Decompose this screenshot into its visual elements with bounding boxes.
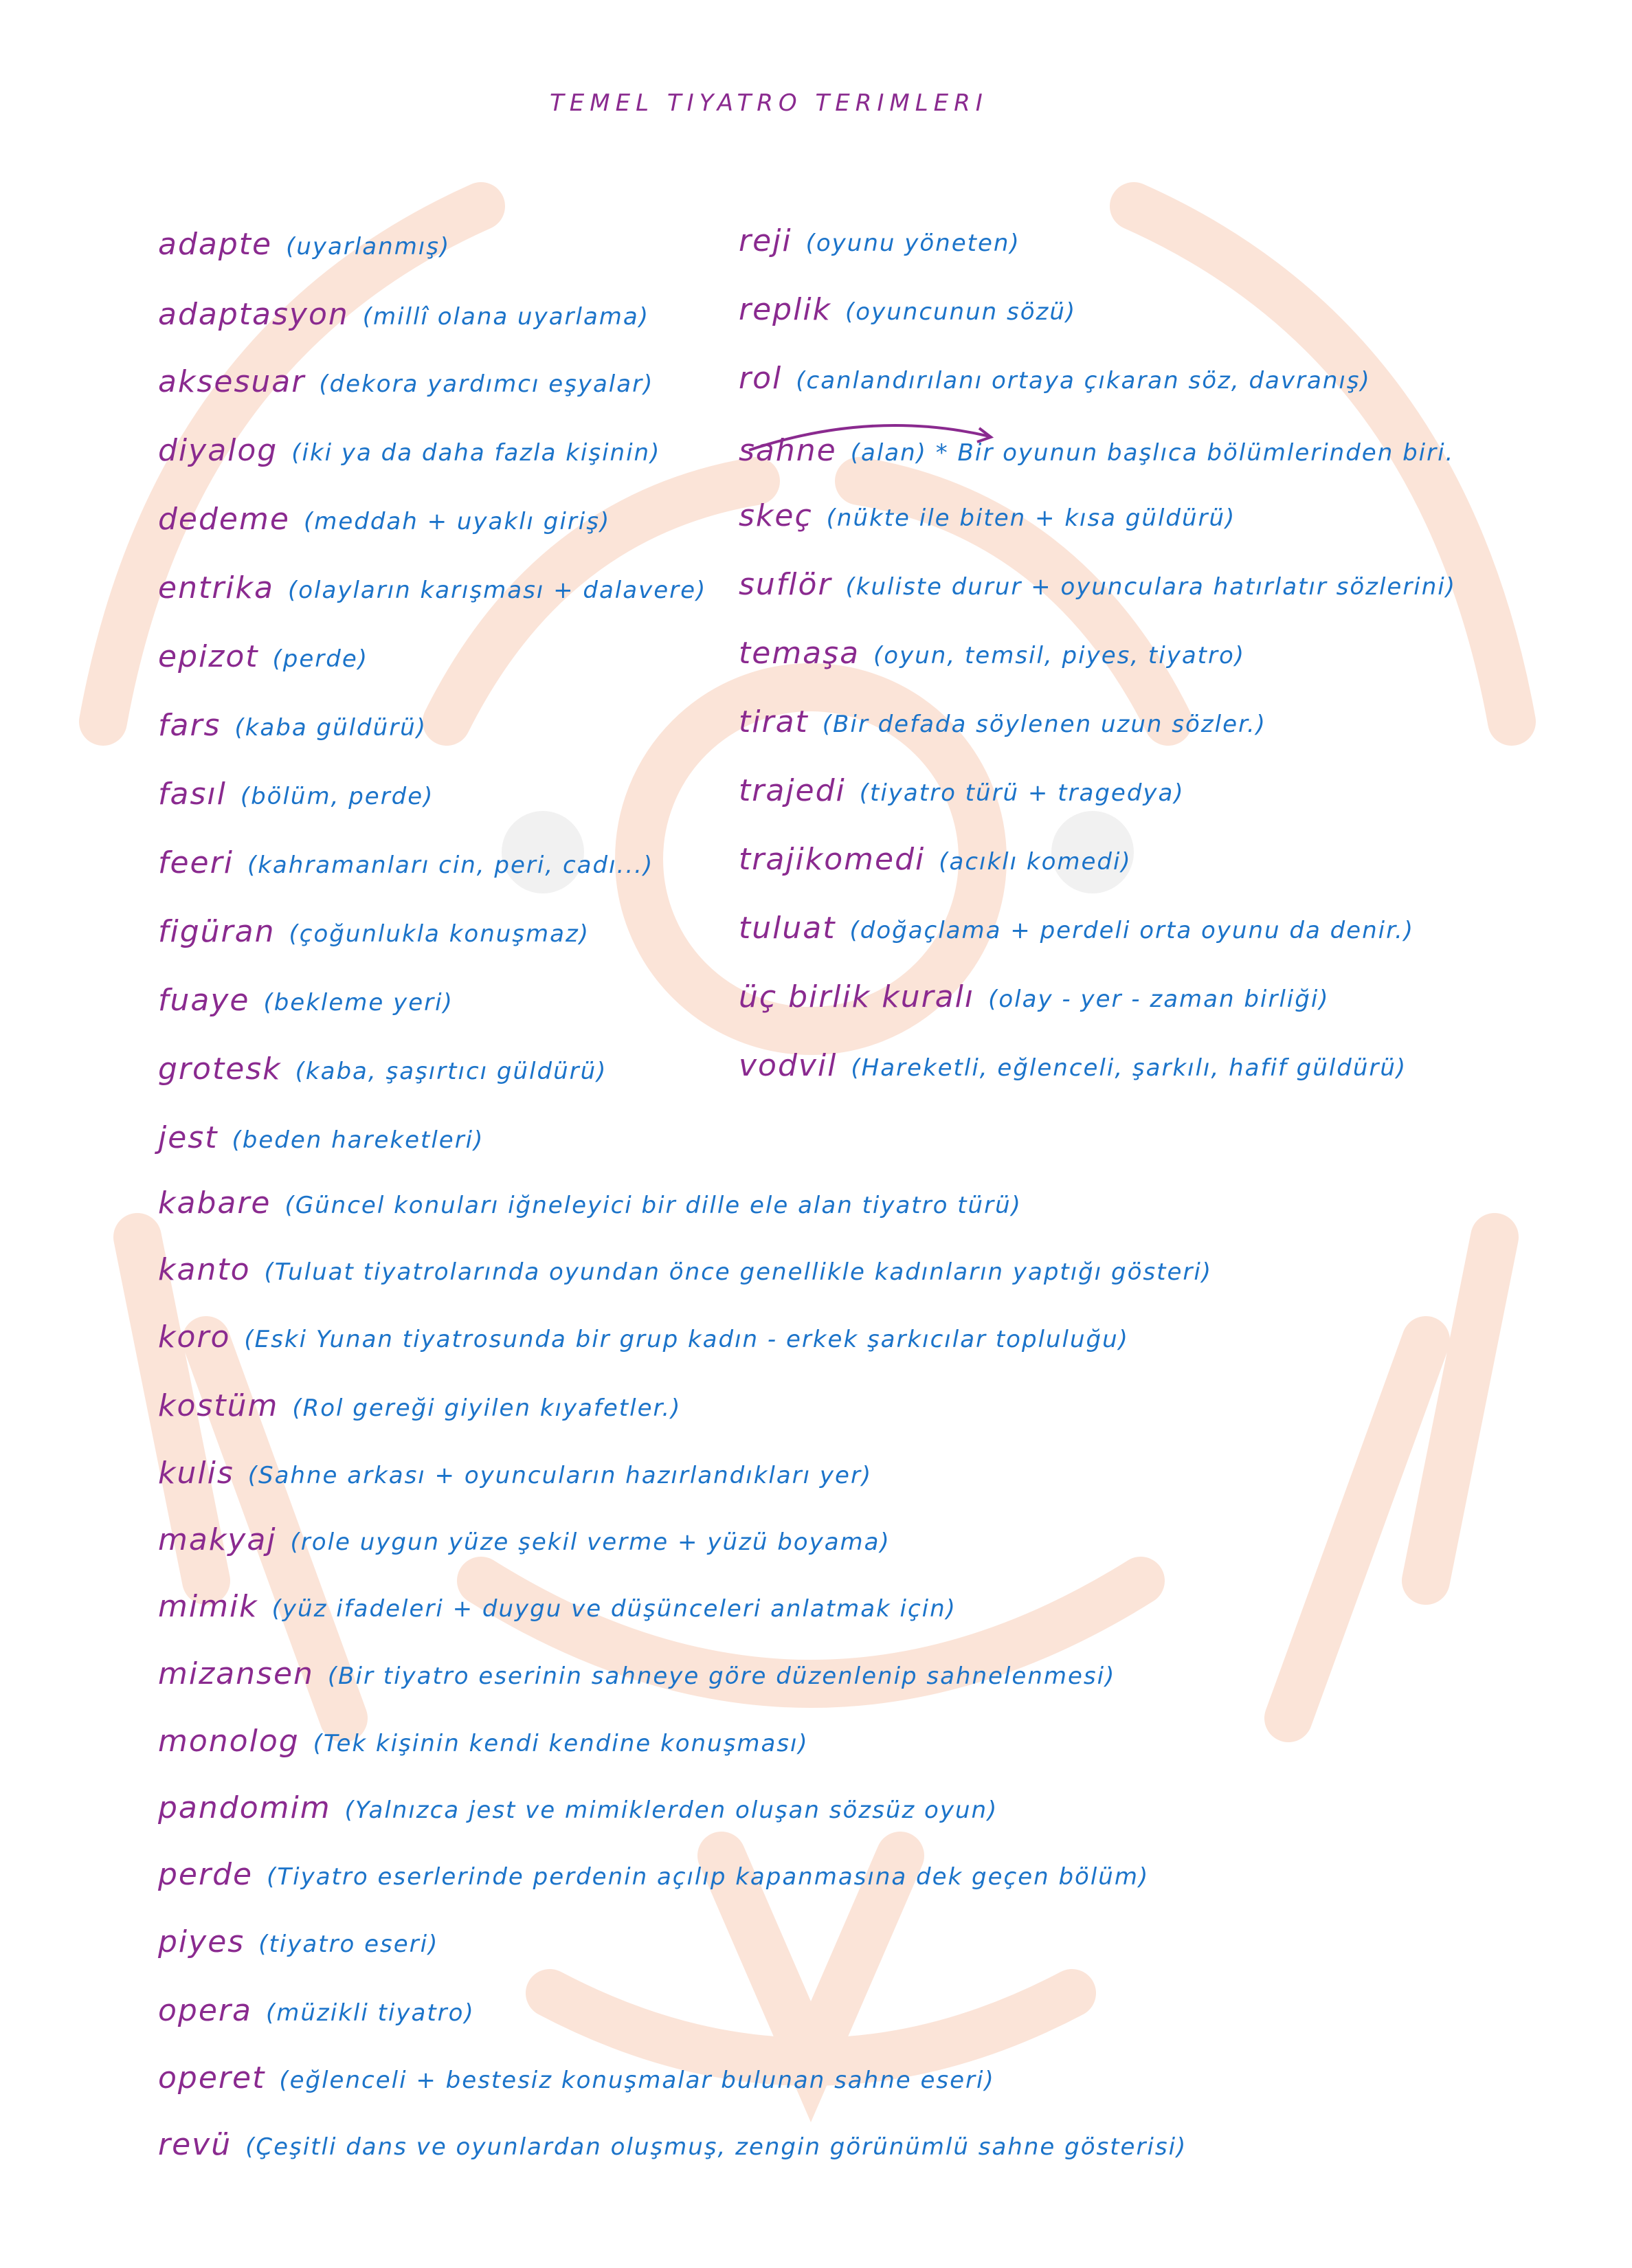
list-item [739,498,1236,533]
definition: (role uygun yüze şekil verme + yüzü boyama) [290,1528,891,1556]
list-item [158,1924,438,1959]
term: üç birlik kuralı [739,979,975,1014]
term: sahne [739,433,837,468]
term: rol [739,361,783,396]
term: tirat [739,704,809,740]
curved-arrow-icon [742,416,1003,457]
list-item [158,983,454,1018]
definition: (kaba, şaşırtıcı güldürü) [295,1058,607,1085]
definition: (oyunu yöneten) [805,230,1020,257]
list-item [158,2127,1187,2162]
term: fars [158,708,221,743]
list-item [739,1048,1407,1083]
definition: (Güncel konuları iğneleyici bir dille ele alan tiyatro türü) [284,1192,1022,1219]
definition: (olayların karışması + dalavere) [287,577,707,604]
list-item [739,704,1266,740]
list-item [158,1589,957,1624]
list-item [739,911,1414,946]
definition: (eğlenceli + bestesiz konuşmalar bulunan sahne eseri) [279,2067,995,2094]
list-item [739,223,1020,258]
term: tuluat [739,911,836,946]
list-item [158,1857,1149,1892]
definition: (canlandırılanı ortaya çıkaran söz, davranış) [796,367,1371,394]
list-item [158,1052,607,1087]
definition: (meddah + uyaklı giriş) [303,508,611,535]
definition: (müzikli tiyatro) [265,1999,475,2027]
definition: (kuliste durur + oyunculara hatırlatır sözlerini) [845,573,1457,601]
definition: (millî olana uyarlama) [362,303,650,331]
list-item [158,1522,891,1557]
definition: (Yalnızca jest ve mimiklerden oluşan sözsüz oyun) [344,1797,998,1824]
page-title: TEMEL TIYATRO TERIMLERI [550,89,988,117]
list-item [739,979,1330,1014]
list-item [158,1388,681,1423]
definition: (yüz ifadeleri + duygu ve düşünceleri anlatmak için) [271,1595,957,1623]
definition: (kahramanları cin, peri, cadı...) [247,852,654,879]
list-item [158,1993,475,2028]
list-item [739,292,1076,327]
list-item [158,914,590,949]
definition: (beden hareketleri) [232,1126,484,1154]
term: opera [158,1993,252,2028]
term: grotesk [158,1052,282,1087]
definition: (Tek kişinin kendi kendine konuşması) [313,1730,809,1757]
list-item [158,1186,1022,1221]
list-item [158,1456,872,1491]
term: epizot [158,639,259,674]
definition: (tiyatro eseri) [258,1931,439,1958]
list-item [158,297,649,332]
term: kanto [158,1252,251,1287]
definition: (doğaçlama + perdeli orta oyunu da denir.) [849,917,1415,944]
term: piyes [158,1924,245,1959]
definition: (Tuluat tiyatrolarında oyundan önce genellikle kadınların yaptığı gösteri) [264,1258,1213,1286]
definition: (perde) [272,645,369,673]
list-item [739,361,1371,396]
term: entrika [158,570,274,605]
list-item [158,1320,1129,1355]
list-item [158,502,610,537]
term: adaptasyon [158,297,349,332]
term: adapte [158,227,273,262]
definition: (kaba güldürü) [234,714,427,742]
term: reji [739,223,792,258]
list-item [158,364,653,399]
definition: (Eski Yunan tiyatrosunda bir grup kadın - erkek şarkıcılar topluluğu) [244,1326,1129,1353]
term: kabare [158,1186,271,1221]
list-item [739,567,1456,602]
term: temaşa [739,636,860,671]
term: fuaye [158,983,250,1018]
term: suflör [739,567,832,602]
list-item [158,433,660,468]
term: monolog [158,1724,300,1759]
definition: (iki ya da daha fazla kişinin) [291,439,661,467]
term: aksesuar [158,364,306,399]
term: trajedi [739,773,846,808]
list-item [158,1790,998,1825]
definition: (acıklı komedi) [939,848,1132,876]
term: dedeme [158,502,290,537]
list-item [158,1120,484,1155]
definition: (çoğunlukla konuşmaz) [289,920,590,948]
definition: (dekora yardımcı eşyalar) [319,370,654,398]
definition: (alan) * Bir oyunun başlıca bölümlerinden biri. [850,439,1455,467]
definition: (olay - yer - zaman birliği) [988,986,1330,1013]
definition: (tiyatro türü + tragedya) [859,779,1185,807]
term: trajikomedi [739,842,926,877]
definition: (Hareketli, eğlenceli, şarkılı, hafif güldürü) [851,1054,1407,1082]
term: mizansen [158,1656,314,1691]
definition: (oyun, temsil, piyes, tiyatro) [873,642,1246,669]
term: pandomim [158,1790,331,1825]
list-item [739,636,1245,671]
list-item [158,1724,809,1759]
definition: (uyarlanmış) [286,233,451,260]
list-item [158,845,653,880]
term: feeri [158,845,234,880]
list-item [158,1656,1115,1691]
list-item [158,570,706,605]
definition: (bekleme yeri) [263,989,454,1016]
list-item [739,773,1185,808]
definition: (nükte ile biten + kısa güldürü) [826,504,1236,532]
term: kulis [158,1456,234,1491]
list-item [739,842,1132,877]
list-item [158,777,434,812]
term: makyaj [158,1522,277,1557]
term: skeç [739,498,813,533]
list-item [158,708,427,743]
list-item [158,639,368,674]
term: revü [158,2127,232,2162]
term: operet [158,2060,266,2095]
term: kostüm [158,1388,279,1423]
term: koro [158,1320,231,1355]
definition: (Bir tiyatro eserinin sahneye göre düzenlenip sahnelenmesi) [327,1663,1116,1690]
term: perde [158,1857,254,1892]
term: figüran [158,914,276,949]
definition: (oyuncunun sözü) [845,298,1077,326]
definition: (Sahne arkası + oyuncuların hazırlandıkları yer) [247,1462,873,1489]
term: vodvil [739,1048,838,1083]
list-item [158,2060,995,2095]
term: mimik [158,1589,258,1624]
term: jest [158,1120,219,1155]
list-item [158,1252,1212,1287]
definition: (bölüm, perde) [240,783,434,810]
term: diyalog [158,433,278,468]
definition: (Rol gereği giyilen kıyafetler.) [292,1394,682,1422]
term: fasıl [158,777,227,812]
definition: (Tiyatro eserlerinde perdenin açılıp kapanmasına dek geçen bölüm) [267,1863,1150,1891]
definition: (Çeşitli dans ve oyunlardan oluşmuş, zengin görünümlü sahne gösterisi) [245,2133,1187,2161]
definition: (Bir defada söylenen uzun sözler.) [822,711,1266,738]
list-item [158,227,450,262]
term: replik [739,292,832,327]
